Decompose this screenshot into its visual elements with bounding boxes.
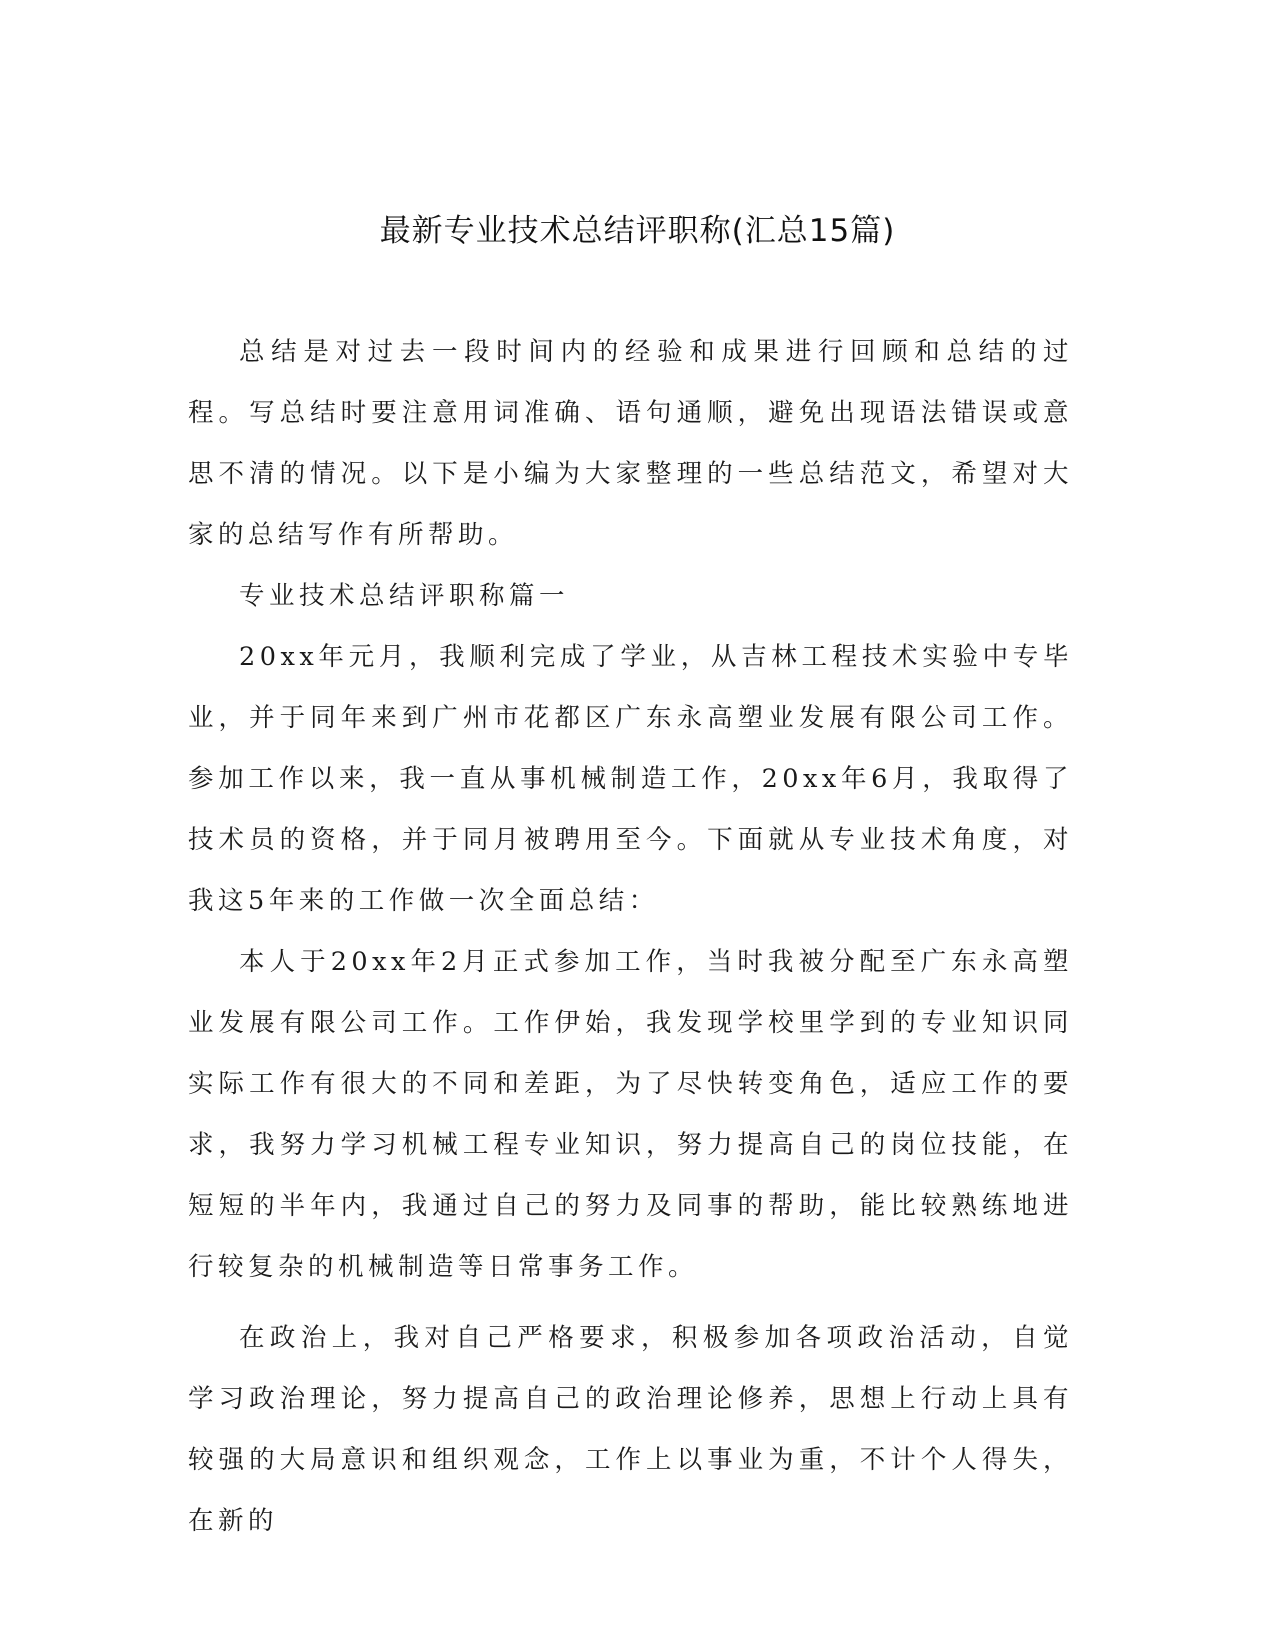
paragraph-work-start: 本人于20xx年2月正式参加工作，当时我被分配至广东永高塑业发展有限公司工作。工作伊始，我发现学校里学到的专业知识同实际工作有很大的不同和差距，为了尽快转变角色，适应工作的要求，我努力学习机械工程专业知识，努力提高自己的岗位技能，在短短的半年内，我通过自己的努力及同事的帮助，能比较熟练地进行较复杂的机械制造等日常事务工作。 — [188, 947, 1073, 1282]
section-heading: 专业技术总结评职称篇一 — [239, 581, 570, 611]
paragraph-intro: 总结是对过去一段时间内的经验和成果进行回顾和总结的过程。写总结时要注意用词准确、语句通顺，避免出现语法错误或意思不清的情况。以下是小编为大家整理的一些总结范文，希望对大家的总结写作有所帮助。 — [188, 337, 1073, 550]
paragraph-background: 20xx年元月，我顺利完成了学业，从吉林工程技术实验中专毕业，并于同年来到广州市花都区广东永高塑业发展有限公司工作。参加工作以来，我一直从事机械制造工作，20xx年6月，我取得了技术员的资格，并于同月被聘用至今。下面就从专业技术角度，对我这5年来的工作做一次全面总结： — [188, 642, 1073, 916]
paragraph-politics: 在政治上，我对自己严格要求，积极参加各项政治活动，自觉学习政治理论，努力提高自己的政治理论修养，思想上行动上具有较强的大局意识和组织观念，工作上以事业为重，不计个人得失，在新的 — [188, 1323, 1073, 1536]
document-body — [188, 322, 1073, 1552]
document-title: 最新专业技术总结评职称(汇总15篇) — [379, 213, 896, 249]
